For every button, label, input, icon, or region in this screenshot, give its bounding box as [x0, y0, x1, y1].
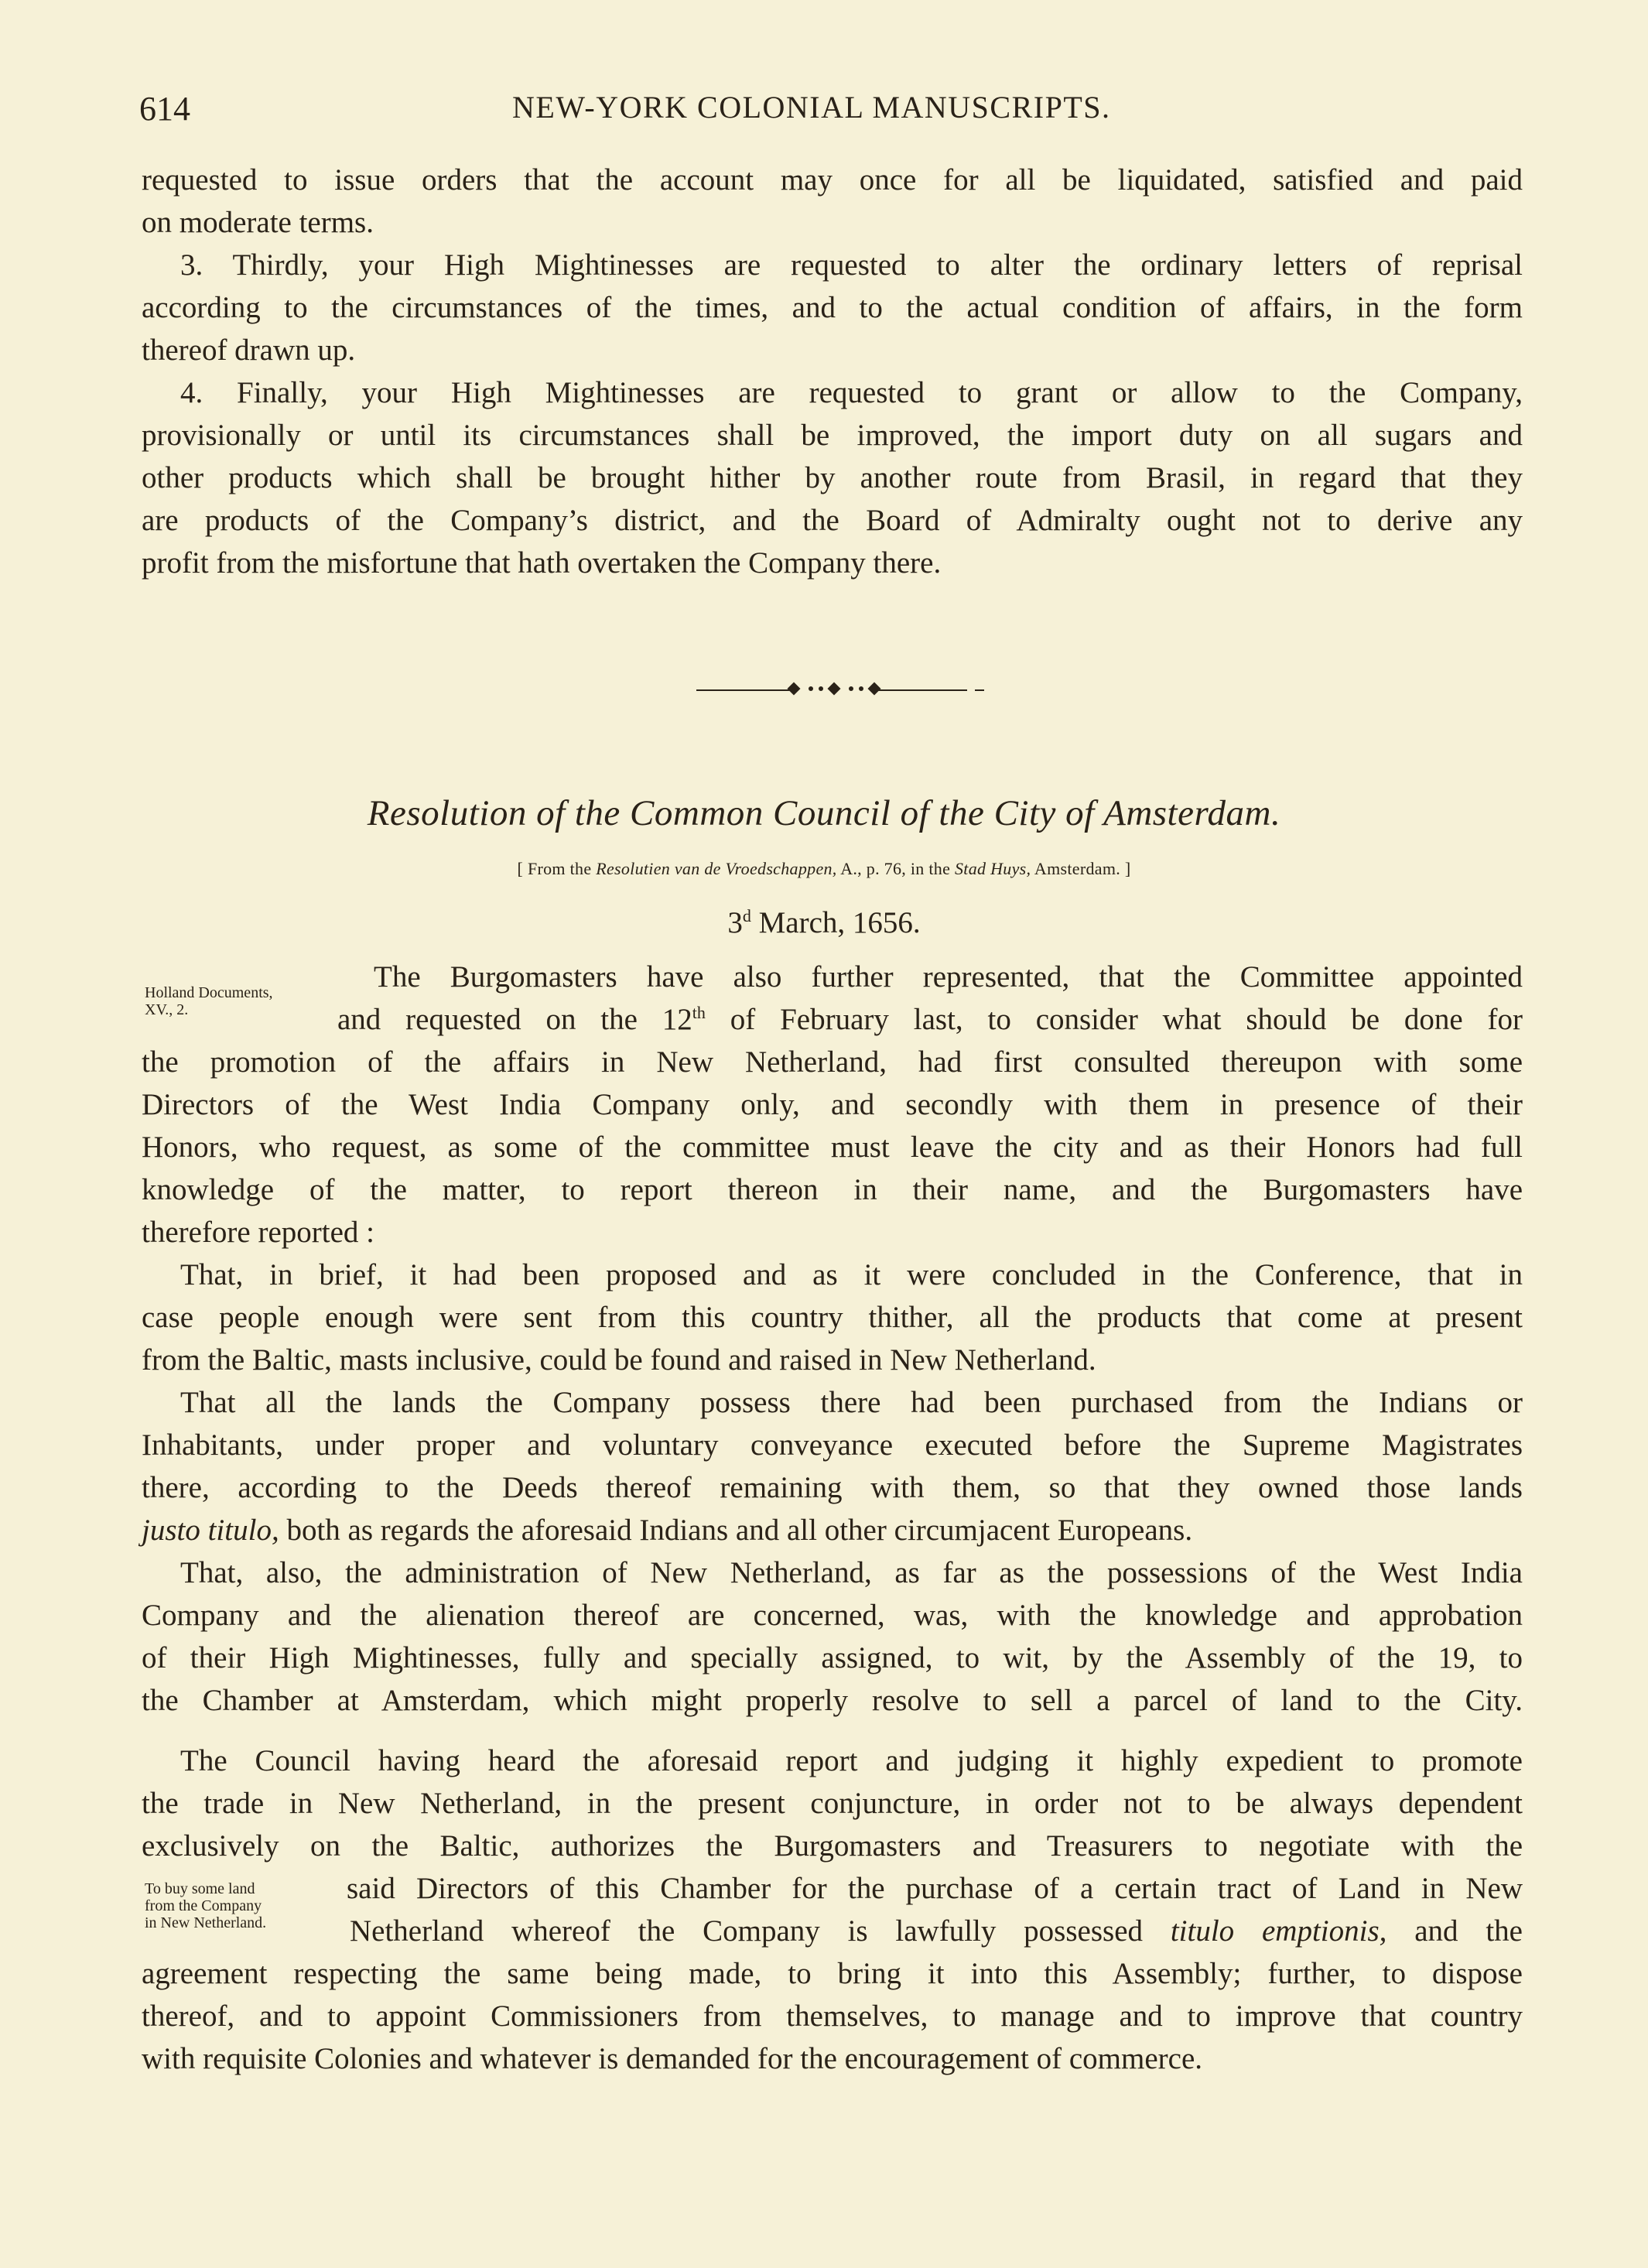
text-line: The Council having heard the aforesaid report and judging it highly expedient to promote	[180, 1744, 1523, 1777]
text-line: Netherland whereof the Company is lawfully possessed titulo emptionis, and the	[350, 1914, 1523, 1948]
text-line: there, according to the Deeds thereof remaining with them, so that they owned those lands	[142, 1471, 1523, 1504]
text-line: therefore reported :	[142, 1216, 374, 1249]
text-line: thereof, and to appoint Commissioners from themselves, to manage and to improve that country	[142, 1999, 1523, 2033]
text-line: profit from the misfortune that hath overtaken the Company there.	[142, 546, 942, 580]
text-line: 3. Thirdly, your High Mightinesses are requested to alter the ordinary letters of reprisal	[180, 248, 1523, 282]
text-line: That all the lands the Company possess there had been purchased from the Indians or	[180, 1386, 1523, 1419]
running-title: NEW-YORK COLONIAL MANUSCRIPTS.	[512, 90, 1111, 125]
document-date: 3$^d$ March, 1656.	[727, 906, 921, 939]
section-title: Resolution of the Common Council of the City of Amsterdam.	[367, 793, 1281, 833]
text-line: and requested on the 12th of February last, to consider what should be done for	[337, 1003, 1523, 1036]
text-line: Company and the alienation thereof are concerned, was, with the knowledge and approbation	[142, 1599, 1523, 1632]
text-line: The Burgomasters have also further represented, that the Committee appointed	[374, 960, 1523, 994]
margin-note-buy-land: To buy some land from the Company in New Netherland.	[145, 1880, 267, 1931]
text-line: Directors of the West India Company only, and secondly with them in presence of their	[142, 1088, 1523, 1121]
text-line: That, in brief, it had been proposed and as it were concluded in the Conference, that in	[180, 1258, 1523, 1291]
text-line: said Directors of this Chamber for the purchase of a certain tract of Land in New	[347, 1872, 1523, 1905]
text-line: agreement respecting the same being made, to bring it into this Assembly; further, to dispose	[142, 1957, 1523, 1990]
text-line: the promotion of the affairs in New Netherland, had first consulted thereupon with some	[142, 1045, 1523, 1079]
text-line: provisionally or until its circumstances shall be improved, the import duty on all sugars and	[142, 419, 1523, 452]
text-line: with requisite Colonies and whatever is demanded for the encouragement of commerce.	[142, 2042, 1203, 2075]
source-citation: [ From the Resolutien van de Vroedschappen, A., p. 76, in the Stad Huys, Amsterdam. ]	[517, 859, 1131, 878]
text-line: case people enough were sent from this country thither, all the products that come at present	[142, 1301, 1523, 1334]
text-line: from the Baltic, masts inclusive, could be found and raised in New Netherland.	[142, 1343, 1096, 1377]
text-line: thereof drawn up.	[142, 334, 356, 367]
text-line: of their High Mightinesses, fully and specially assigned, to wit, by the Assembly of the 19, to	[142, 1641, 1523, 1674]
text-line: are products of the Company’s district, and the Board of Admiralty ought not to derive any	[142, 504, 1523, 537]
margin-note-holland-documents: Holland Documents, XV., 2.	[145, 984, 273, 1018]
text-line: justo titulo, both as regards the aforesaid Indians and all other circumjacent Europeans.	[142, 1514, 1193, 1547]
text-line: the trade in New Netherland, in the present conjuncture, in order not to be always dependent	[142, 1787, 1523, 1820]
text-line: the Chamber at Amsterdam, which might properly resolve to sell a parcel of land to the City.	[142, 1684, 1523, 1717]
text-line: That, also, the administration of New Netherland, as far as the possessions of the West India	[180, 1556, 1523, 1589]
text-line: according to the circumstances of the times, and to the actual condition of affairs, in the form	[142, 291, 1523, 324]
text-line: Inhabitants, under proper and voluntary conveyance executed before the Supreme Magistrates	[142, 1428, 1523, 1462]
text-line: Honors, who request, as some of the committee must leave the city and as their Honors had full	[142, 1131, 1523, 1164]
text-line: on moderate terms.	[142, 206, 374, 239]
text-line: exclusively on the Baltic, authorizes the Burgomasters and Treasurers to negotiate with the	[142, 1829, 1523, 1863]
text-line: requested to issue orders that the account may once for all be liquidated, satisfied and paid	[142, 163, 1523, 197]
text-line: 4. Finally, your High Mightinesses are requested to grant or allow to the Company,	[180, 376, 1523, 409]
text-line: other products which shall be brought hither by another route from Brasil, in regard that they	[142, 461, 1523, 494]
page-number: 614	[139, 90, 190, 128]
text-line: knowledge of the matter, to report thereon in their name, and the Burgomasters have	[142, 1173, 1523, 1206]
